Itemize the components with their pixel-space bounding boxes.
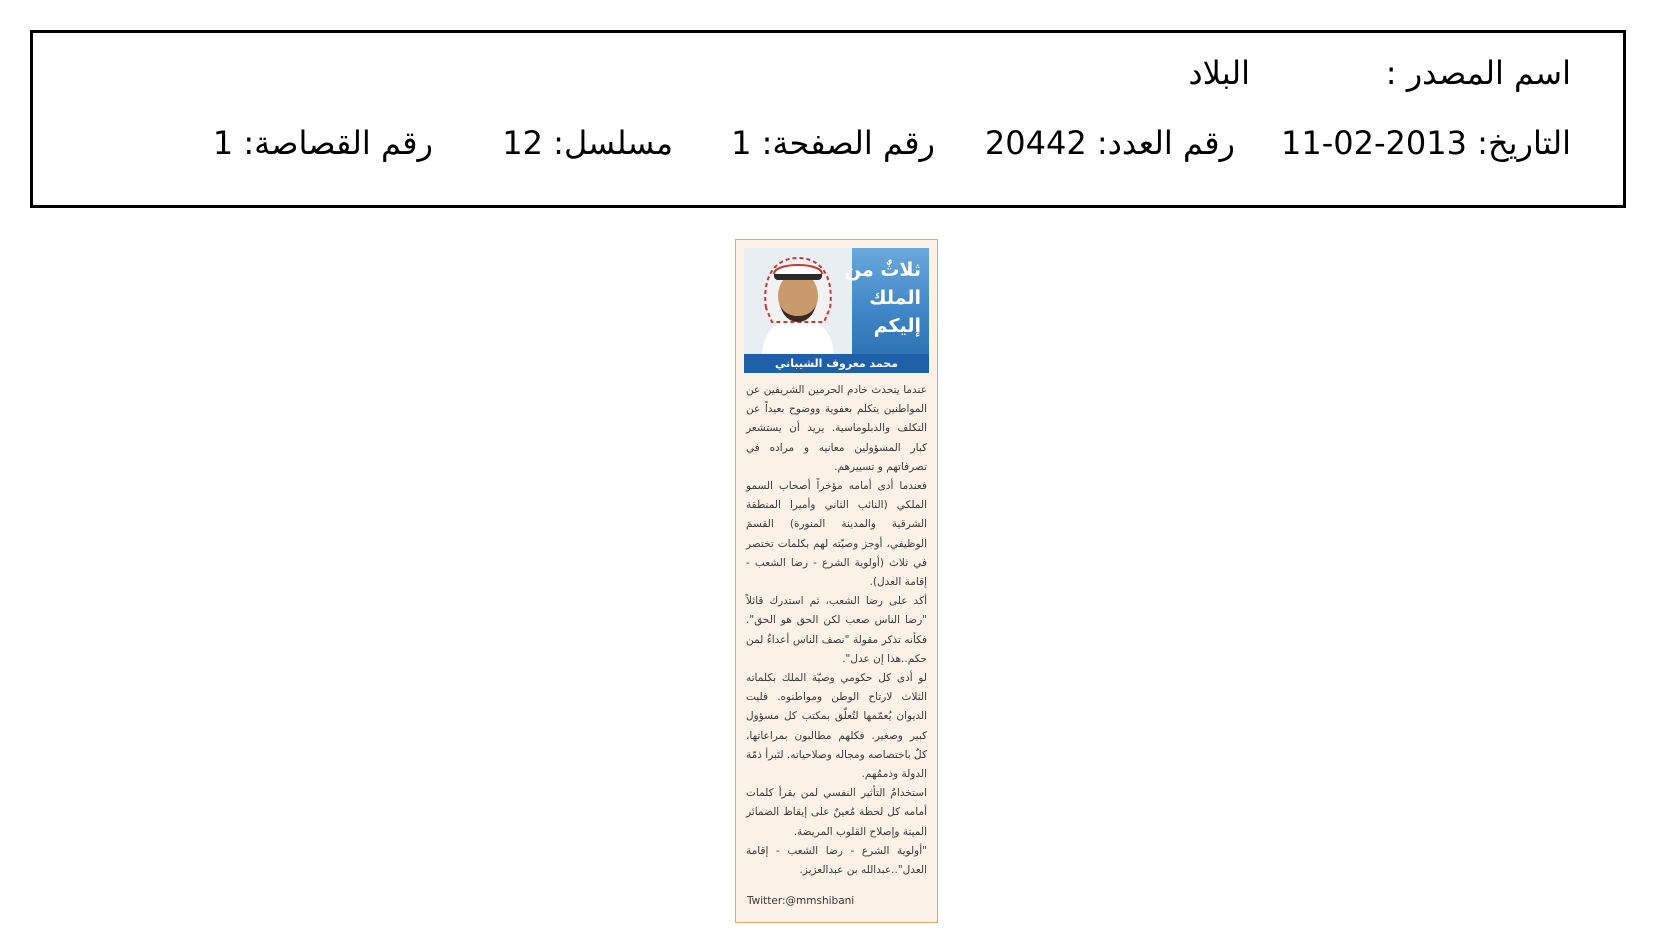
serial-field	[502, 123, 673, 163]
twitter-handle: Twitter:@mmshibani	[747, 895, 855, 907]
page-field	[731, 123, 935, 163]
column-title-line: الملك	[869, 287, 921, 309]
column-title-line: إليكم	[873, 315, 921, 337]
page-label: رقم الصفحة:	[761, 124, 935, 162]
column-title	[841, 256, 921, 340]
clip-number-field	[213, 123, 433, 163]
article-paragraph: لو أدى كل حكومي وصيّة الملك بكلماته الثلاث لارتاح الوطن ومواطنوه. فليت الديوان يُعمّمها لتُعلّق بمكتب كل مسؤول كبير وصغير. فكلهم مطالبون بمراعاتها، كلٌ باختصاصه ومجاله وصلاحياته. لتَبرأ ذمّة الدولة وذممُهم.	[746, 672, 927, 781]
issue-value: 20442	[984, 124, 1087, 162]
issue-label: رقم العدد:	[1096, 124, 1235, 162]
article-paragraph: استخدامُ التأثير النفسي لمن يقرأ كلمات أمامه كل لحظة مُعينٌ على إيقاظ الضمائر الميتة وإصلاح القلوب المريضة.	[746, 787, 927, 838]
serial-value: 12	[502, 124, 543, 162]
author-name-bar: محمد معروف الشيباني	[744, 354, 929, 373]
newspaper-clipping	[735, 239, 938, 923]
serial-label: مسلسل:	[553, 124, 673, 162]
article-paragraph: عندما يتحدث خادم الحرمين الشريفين عن المواطنين يتكلم بعفوية ووضوح بعيداً عن التكلف والدبلوماسية. يريد أن يستشعر كبار المسؤولين معانيه و مراده في تصرفاتهم و تسييرهم.	[746, 384, 927, 473]
clip-number-value: 1	[212, 124, 234, 162]
source-value-row	[1188, 53, 1250, 93]
column-title-line: ثلاثٌ من	[844, 259, 921, 281]
date-label: التاريخ:	[1477, 124, 1571, 162]
clip-number-label: رقم القصاصة:	[243, 124, 433, 162]
page-value: 1	[731, 124, 752, 162]
date-field	[1281, 123, 1571, 163]
source-label: اسم المصدر :	[1385, 54, 1571, 92]
date-value: 2013-02-11	[1281, 124, 1467, 162]
source-info-box	[30, 30, 1626, 208]
author-photo	[744, 248, 852, 354]
column-header	[744, 248, 929, 354]
issue-field	[985, 123, 1235, 163]
source-row	[1386, 53, 1571, 93]
source-value: البلاد	[1188, 54, 1250, 92]
article-paragraph: فعندما أدى أمامه مؤخراً أصحاب السمو الملكي (النائب الثاني وأميرا المنطقة الشرقية والمدينة المنورة) القسمَ الوظيفي، أوجز وصيّته لهم بكلمات تختصر في ثلاث (أولوية الشرع - رضا الشعب - إقامة العدل).	[746, 480, 927, 589]
article-paragraph: "أولوية الشرع - رضا الشعب - إقامة العدل"..عبدالله بن عبدالعزيز.	[746, 844, 927, 877]
article-paragraph: أكد على رضا الشعب، ثم استدرك قائلاً "رضا الناس صعب لكن الحق هو الحق". فكأنه تذكر مقولة "نصف الناس أعداءٌ لمن حكم..هذا إن عدل".	[746, 595, 927, 665]
article-body	[746, 381, 927, 880]
